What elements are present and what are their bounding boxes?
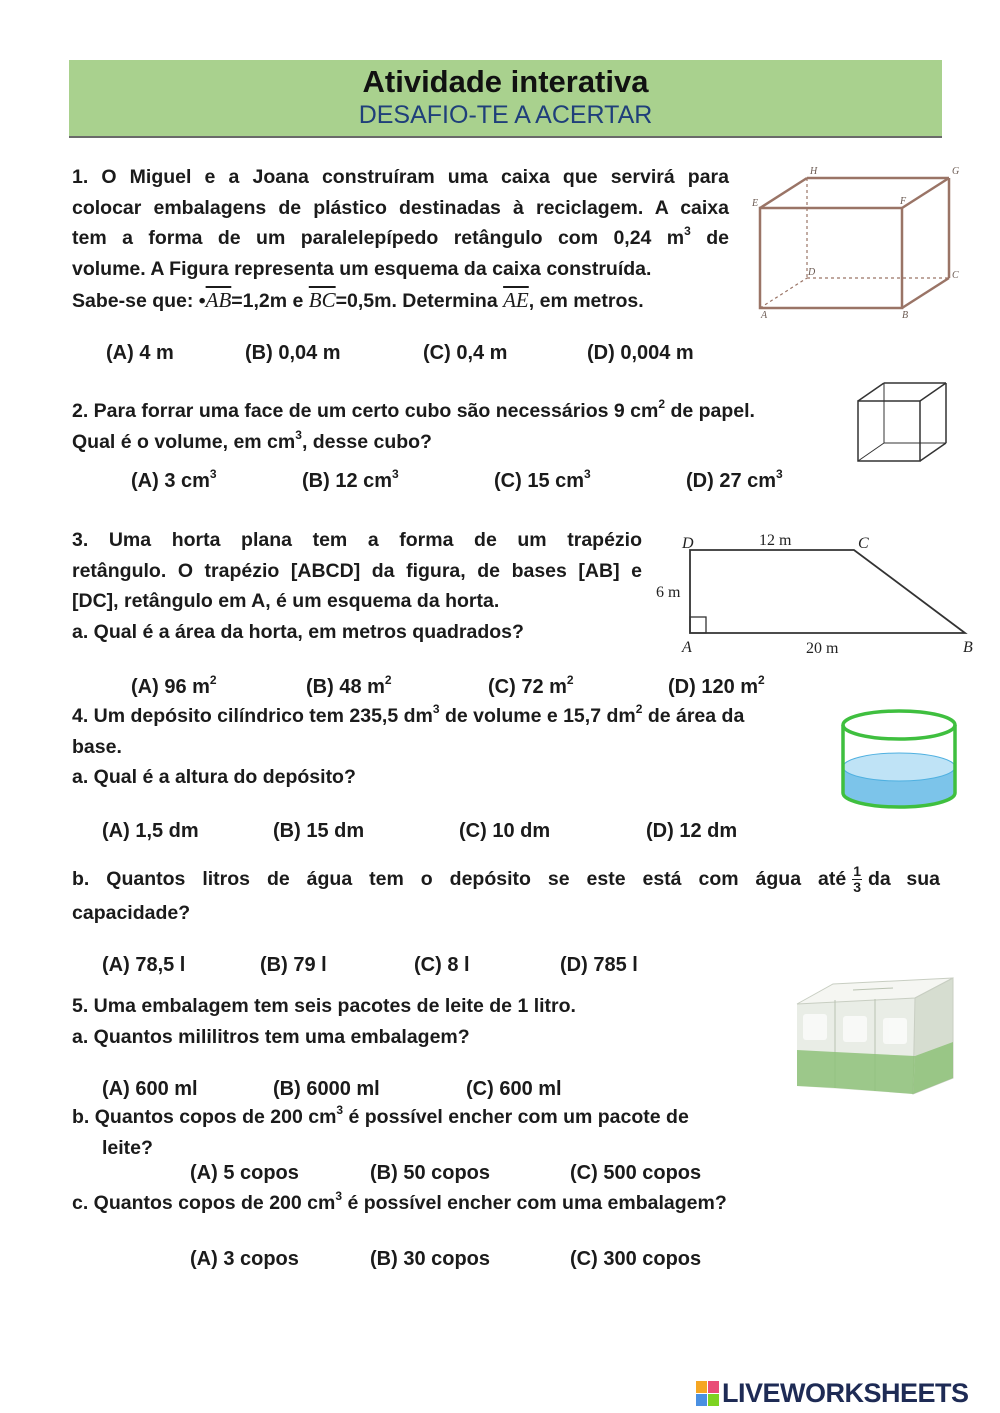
- label-h: H: [810, 166, 818, 177]
- q5a-option-b[interactable]: (B) 6000 ml: [273, 1078, 380, 1100]
- q3-line: a. Qual é a área da horta, em metros quadrados?: [72, 620, 524, 643]
- q5b-option-a[interactable]: (A) 5 copos: [190, 1162, 299, 1184]
- label-c: C: [858, 535, 869, 552]
- label-a: A: [682, 639, 692, 656]
- q2-option-d[interactable]: (D) 27 $cm^3$: [686, 467, 783, 492]
- q5-line: 5. Uma embalagem tem seis pacotes de leite de 1 litro.: [72, 995, 576, 1017]
- q4b-option-c[interactable]: (C) 8 l: [414, 954, 470, 976]
- label-f: F: [900, 196, 907, 207]
- q3-option-c[interactable]: (C) 72 $m^2$: [488, 673, 574, 698]
- q2-option-a[interactable]: (A) 3 $cm^3$: [131, 467, 217, 492]
- q1-line: 1. O Miguel e a Joana construíram uma caixa que servirá para: [72, 166, 729, 188]
- box-figure: [752, 160, 967, 322]
- fraction-one-third: $\frac{1}{3}$: [853, 862, 861, 895]
- label-g: G: [952, 166, 960, 177]
- worksheet-header: [69, 60, 942, 138]
- q4b-option-b[interactable]: (B) 79 l: [260, 954, 327, 976]
- q5a-option-c[interactable]: (C) 600 ml: [466, 1078, 562, 1100]
- label-d: D: [682, 535, 694, 552]
- cylinder-figure: [835, 705, 965, 815]
- worksheet-subtitle: DESAFIO-TE A ACERTAR: [358, 101, 653, 129]
- q4a-option-d[interactable]: (D) 12 dm: [646, 820, 738, 842]
- label-b: B: [963, 639, 973, 656]
- q2-line: 2. Para forrar uma face de um certo cubo são necessários 9 $cm^2$ de papel.: [72, 397, 755, 422]
- q3-text: [72, 525, 642, 647]
- q4a-option-a[interactable]: (A) 1,5 dm: [102, 820, 199, 842]
- q4a-option-b[interactable]: (B) 15 dm: [273, 820, 365, 842]
- q4-question-a: a. Qual é a altura do depósito?: [72, 766, 356, 788]
- q4b-option-d[interactable]: (D) 785 l: [560, 954, 638, 976]
- q5b-line: leite?: [102, 1136, 153, 1159]
- label-bottom-length: 20 m: [806, 640, 839, 657]
- q5-question-a: a. Quantos mililitros tem uma embalagem?: [72, 1025, 470, 1048]
- label-d: D: [808, 267, 816, 278]
- label-c: C: [952, 270, 959, 281]
- q4-question-b: [72, 860, 940, 929]
- q5-question-c: c. Quantos copos de 200 $cm^3$ é possível encher com uma embalagem?: [72, 1189, 727, 1214]
- q1-option-b[interactable]: (B) 0,04 m: [245, 342, 341, 364]
- q5-question-b: [72, 1102, 772, 1163]
- q1-line: colocar embalagens de plástico destinadas à reciclagem. A caixa: [72, 196, 729, 219]
- q3-option-d[interactable]: (D) 120 $m^2$: [668, 673, 765, 698]
- label-e: E: [752, 198, 759, 209]
- milk-pack-figure: [793, 970, 958, 1100]
- q5c-option-a[interactable]: (A) 3 copos: [190, 1248, 299, 1270]
- label-height: 6 m: [656, 584, 681, 601]
- q4b-line: b. Quantos litros de água tem o depósito se este está com água até $\frac{1}{3}$ da sua: [72, 862, 940, 895]
- q1-option-a[interactable]: (A) 4 m: [106, 342, 174, 364]
- q5-text: [72, 991, 772, 1052]
- worksheet-title: Atividade interativa: [362, 64, 649, 99]
- q4b-line: capacidade?: [72, 902, 191, 924]
- q5c-option-b[interactable]: (B) 30 copos: [370, 1248, 491, 1270]
- q2-option-b[interactable]: (B) 12 $cm^3$: [302, 467, 399, 492]
- q5b-option-b[interactable]: (B) 50 copos: [370, 1162, 491, 1184]
- q3-option-a[interactable]: (A) 96 $m^2$: [131, 673, 217, 698]
- label-top-length: 12 m: [759, 532, 792, 549]
- q4b-option-a[interactable]: (A) 78,5 l: [102, 954, 186, 976]
- q1-line: tem a forma de um paralelepípedo retângulo com 0,24 $m^3$ de: [72, 224, 730, 249]
- q3-line: [DC], retângulo em A, é um esquema da horta.: [72, 590, 500, 612]
- cube-figure: [855, 380, 950, 465]
- q3-line: retângulo. O trapézio [ABCD] da figura, de bases [AB] e: [72, 559, 642, 582]
- liveworksheets-brand: LIVEWORKSHEETS: [722, 1378, 969, 1408]
- q4a-option-c[interactable]: (C) 10 dm: [459, 820, 551, 842]
- q4-line: 4. Um depósito cilíndrico tem 235,5 $dm^3$ de volume e 15,7 $dm^2$ de área da: [72, 702, 745, 727]
- q3-option-b[interactable]: (B) 48 $m^2$: [306, 673, 392, 698]
- q3-line: 3. Uma horta plana tem a forma de um trapézio: [72, 529, 642, 551]
- q4-line: base.: [72, 735, 122, 758]
- q4-text: [72, 701, 842, 793]
- q1-line: volume. A Figura representa um esquema da caixa construída.: [72, 257, 652, 280]
- q5a-option-a[interactable]: (A) 600 ml: [102, 1078, 198, 1100]
- q2-line: Qual é o volume, em $cm^3$, desse cubo?: [72, 427, 432, 453]
- q5c-option-c[interactable]: (C) 300 copos: [570, 1248, 702, 1270]
- liveworksheets-icon: [696, 1381, 720, 1407]
- q2-option-c[interactable]: (C) 15 $cm^3$: [494, 467, 591, 492]
- q1-given: Sabe-se que: $•\overline{AB}=1,2m$ e $\overline{BC}=0,5m$. Determina $\overline{AE}$, em metros.: [72, 288, 644, 312]
- q5b-option-c[interactable]: (C) 500 copos: [570, 1162, 702, 1184]
- trapezoid-figure: [650, 528, 980, 658]
- q1-text: [72, 162, 729, 284]
- q2-text: [72, 396, 852, 457]
- q1-option-c[interactable]: (C) 0,4 m: [423, 342, 508, 364]
- q5b-line: b. Quantos copos de 200 $cm^3$ é possível encher com um pacote de: [72, 1103, 689, 1128]
- label-b: B: [902, 310, 909, 321]
- label-a: A: [761, 310, 768, 321]
- q1-option-d[interactable]: (D) 0,004 m: [587, 342, 694, 364]
